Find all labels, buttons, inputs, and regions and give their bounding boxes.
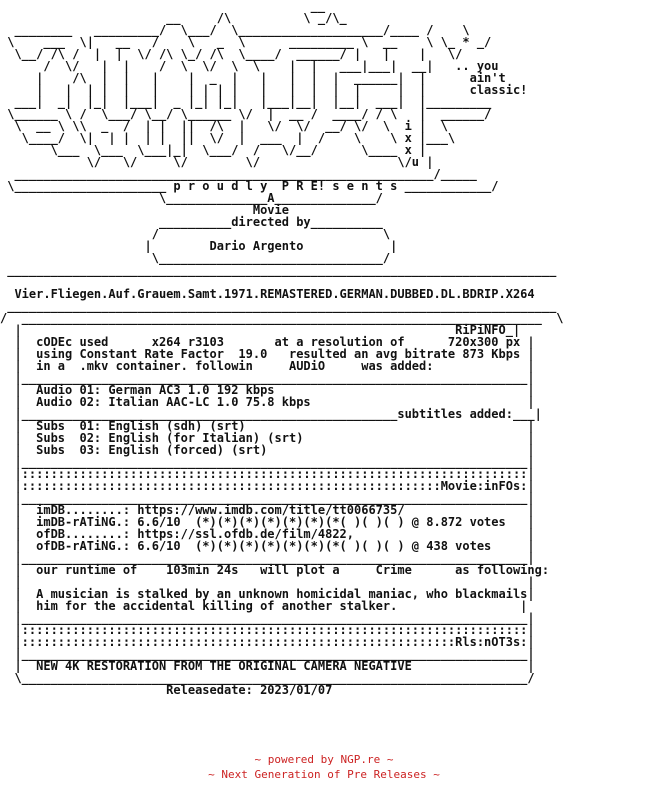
nfo-line: | | xyxy=(0,575,535,589)
nfo-line: | ofDB........: https://ssl.ofdb.de/film/4822, | xyxy=(0,527,535,541)
nfo-line: | imDB-rATiNG.: 6.6/10 (*)(*)(*)(*)(*)(*)(*( )( )( ) @ 8.872 votes | xyxy=(0,515,535,529)
nfo-line: | NEW 4K RESTORATION FROM THE ORIGINAL CAMERA NEGATIVE | xyxy=(0,659,535,673)
nfo-line: ________ _________/ \___/ \____________________/____ / \ xyxy=(0,23,485,37)
nfo-line: |______________________________________________________________________| xyxy=(0,611,535,625)
nfo-line: |____________________________________________________subtitles added:___| xyxy=(0,407,542,421)
nfo-line: | RiPiNFO_| xyxy=(0,323,521,337)
nfo-line: | Subs 01: English (sdh) (srt) | xyxy=(0,419,535,433)
nfo-line: \_______________________________/ xyxy=(0,251,391,265)
nfo-line: \ ___ \| __ / \ _ \ _________ \ __ \ \_ * _/ xyxy=(0,35,499,49)
nfo-line: __ xyxy=(0,0,369,13)
nfo-line: | using Constant Rate Factor 19.0 resulted an avg bitrate 873 Kbps | xyxy=(0,347,535,361)
nfo-line: |::::::::::::::::::::::::::::::::::::::::::::::::::::::::::::::::::::::| xyxy=(0,467,535,481)
nfo-line: | him for the accidental killing of another stalker. | xyxy=(0,599,528,613)
nfo-line: | | | | | | | | | | | | | | | | | classic! xyxy=(0,83,528,97)
nfo-line: __________directed by__________ xyxy=(0,215,383,229)
nfo-line: \__/ /\ / | | \/ /\ \_/ /\ \____/ ______/ | | | \/ xyxy=(0,47,477,61)
footer xyxy=(0,752,648,782)
nfo-line: \____/ \| | | | | || \/ | ___ | / \ \ x |___\ xyxy=(0,131,463,145)
nfo-line: |::::::::::::::::::::::::::::::::::::::::::::::::::::::::::::Rls:nOT3s:| xyxy=(0,635,535,649)
nfo-line: / \ xyxy=(0,227,391,241)
nfo-line: __ /\ \ _/\_ xyxy=(0,11,369,25)
nfo-line: __________________________________________________________/_____ xyxy=(0,167,492,181)
nfo-line: ____________________________________________________________________________ xyxy=(0,263,557,277)
nfo-line: |______________________________________________________________________| xyxy=(0,371,535,385)
nfo-line: \ __ \ \\ _ / | | || /\ | \/ \/ __/ \/ \ i | \ xyxy=(0,119,456,133)
nfo-line: | in a .mkv container. followin AUDiO was added: | xyxy=(0,359,535,373)
nfo-line: \___ \___ \___|_| \___/ / \/__/ \____ x | xyxy=(0,143,477,157)
nfo-line: | /\ | | | | _ | | | | | ______| | ain't xyxy=(0,71,506,85)
nfo-line: Releasedate: 2023/01/07 xyxy=(0,683,333,697)
nfo-line: Vier.Fliegen.Auf.Grauem.Samt.1971.REMASTERED.GERMAN.DUBBED.DL.BDRIP.X264 xyxy=(0,287,535,301)
nfo-line: ____________________________________________________________________________ xyxy=(0,299,557,313)
footer-tagline: ~ Next Generation of Pre Releases ~ xyxy=(208,768,440,781)
nfo-line: \______ \ / \___/ \__/ \______ \/ | __ / ____/ / \ | ______/ xyxy=(0,107,492,121)
nfo-line: | Dario Argento | xyxy=(0,239,398,253)
nfo-line: ___| _| |_| |___| _ |_| |_| |___|__| |__| ___| |_________ xyxy=(0,95,492,109)
nfo-line: | Subs 02: English (for Italian) (srt) | xyxy=(0,431,535,445)
nfo-line: | our runtime of 103min 24s will plot a Crime as following: xyxy=(0,563,550,577)
nfo-line: | ofDB-rATiNG.: 6.6/10 (*)(*)(*)(*)(*)(*)(*( )( )( ) @ 438 votes | xyxy=(0,539,535,553)
nfo-line: |::::::::::::::::::::::::::::::::::::::::::::::::::::::::::Movie:inFOs:| xyxy=(0,479,535,493)
nfo-line: / ________________________________________________________________________ \ xyxy=(0,311,564,325)
nfo-line: / \/ | | / \ \/ \ \ | | ___|___| __| .. you xyxy=(0,59,499,73)
nfo-line: \______________A______________/ xyxy=(0,191,383,205)
nfo-line: |::::::::::::::::::::::::::::::::::::::::::::::::::::::::::::::::::::::| xyxy=(0,623,535,637)
nfo-line: Movie xyxy=(0,203,289,217)
nfo-line: | A musician is stalked by an unknown homicidal maniac, who blackmails| xyxy=(0,587,535,601)
nfo-line: | cODEc used x264 r3103 at a resolution of 720x300 px | xyxy=(0,335,535,349)
nfo-line: | Audio 01: German AC3 1.0 192 kbps | xyxy=(0,383,535,397)
nfo-line: \_____________________ p r o u d l y P R E! s e n t s ____________/ xyxy=(0,179,499,193)
footer-powered-by: ~ powered by NGP.re ~ xyxy=(254,753,394,766)
nfo-line: | Audio 02: Italian AAC-LC 1.0 75.8 kbps | xyxy=(0,395,535,409)
nfo-line: \/ \/ \/ \/ \/u | xyxy=(0,155,485,169)
nfo-line: | Subs 03: English (forced) (srt) | xyxy=(0,443,535,457)
nfo-line: |______________________________________________________________________| xyxy=(0,491,535,505)
nfo-line: | imDB........: https://www.imdb.com/title/tt0066735/ | xyxy=(0,503,535,517)
nfo-line: \______________________________________________________________________/ xyxy=(0,671,535,685)
nfo-line: |______________________________________________________________________| xyxy=(0,551,535,565)
nfo-line: |______________________________________________________________________| xyxy=(0,455,535,469)
nfo-line: |______________________________________________________________________| xyxy=(0,647,535,661)
